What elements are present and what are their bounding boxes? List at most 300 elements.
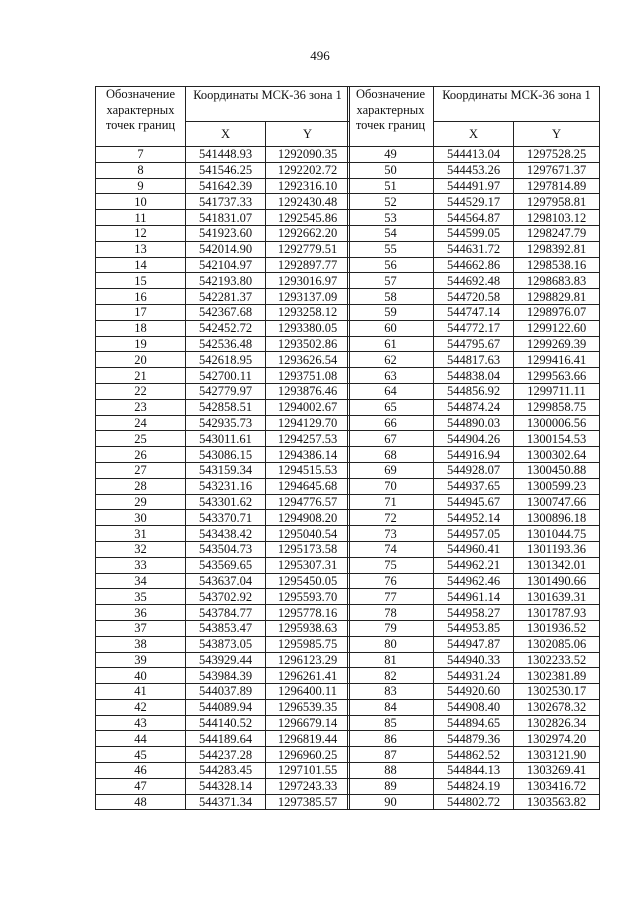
point-number-cell: 64 <box>348 383 434 399</box>
point-number-cell: 77 <box>348 589 434 605</box>
table-row <box>96 684 350 700</box>
point-number-cell: 39 <box>96 652 186 668</box>
point-number-cell: 59 <box>348 304 434 320</box>
y-coordinate-cell: 1303416.72 <box>514 778 600 794</box>
point-number-cell: 16 <box>96 289 186 305</box>
table-row <box>348 541 600 557</box>
table-row <box>348 778 600 794</box>
x-coordinate-cell: 543438.42 <box>186 526 266 542</box>
point-number-cell: 35 <box>96 589 186 605</box>
y-header: Y <box>514 122 600 147</box>
table-row <box>348 605 600 621</box>
y-coordinate-cell: 1298538.16 <box>514 257 600 273</box>
table-row <box>96 715 350 731</box>
x-coordinate-cell: 544916.94 <box>434 447 514 463</box>
y-coordinate-cell: 1295450.05 <box>266 573 350 589</box>
y-coordinate-cell: 1298392.81 <box>514 241 600 257</box>
point-number-cell: 26 <box>96 447 186 463</box>
table-row <box>96 699 350 715</box>
table-row <box>96 447 350 463</box>
x-coordinate-cell: 543702.92 <box>186 589 266 605</box>
point-number-cell: 44 <box>96 731 186 747</box>
y-coordinate-cell: 1298976.07 <box>514 304 600 320</box>
x-coordinate-cell: 544958.27 <box>434 605 514 621</box>
table-row <box>96 557 350 573</box>
point-number-cell: 22 <box>96 383 186 399</box>
y-coordinate-cell: 1295173.58 <box>266 541 350 557</box>
y-coordinate-cell: 1300006.56 <box>514 415 600 431</box>
y-coordinate-cell: 1295985.75 <box>266 636 350 652</box>
y-coordinate-cell: 1299563.66 <box>514 368 600 384</box>
point-number-cell: 50 <box>348 162 434 178</box>
point-number-cell: 62 <box>348 352 434 368</box>
x-coordinate-cell: 544937.65 <box>434 478 514 494</box>
point-number-cell: 18 <box>96 320 186 336</box>
point-number-cell: 43 <box>96 715 186 731</box>
table-row <box>348 731 600 747</box>
y-coordinate-cell: 1297528.25 <box>514 147 600 163</box>
point-number-cell: 46 <box>96 763 186 779</box>
x-coordinate-cell: 543301.62 <box>186 494 266 510</box>
point-number-cell: 85 <box>348 715 434 731</box>
table-row <box>96 336 350 352</box>
x-coordinate-cell: 544874.24 <box>434 399 514 415</box>
y-coordinate-cell: 1293876.46 <box>266 383 350 399</box>
x-coordinate-cell: 543231.16 <box>186 478 266 494</box>
y-coordinate-cell: 1301490.66 <box>514 573 600 589</box>
y-coordinate-cell: 1302233.52 <box>514 652 600 668</box>
point-number-cell: 55 <box>348 241 434 257</box>
table-row <box>348 589 600 605</box>
y-coordinate-cell: 1301193.36 <box>514 541 600 557</box>
y-coordinate-cell: 1299711.11 <box>514 383 600 399</box>
table-row <box>348 178 600 194</box>
point-number-cell: 69 <box>348 462 434 478</box>
point-number-cell: 88 <box>348 763 434 779</box>
point-number-cell: 57 <box>348 273 434 289</box>
x-header: X <box>186 122 266 147</box>
x-coordinate-cell: 544692.48 <box>434 273 514 289</box>
x-coordinate-cell: 544908.40 <box>434 699 514 715</box>
x-coordinate-cell: 543569.65 <box>186 557 266 573</box>
x-coordinate-cell: 544962.21 <box>434 557 514 573</box>
table-row <box>96 368 350 384</box>
point-number-cell: 52 <box>348 194 434 210</box>
y-coordinate-cell: 1296539.35 <box>266 699 350 715</box>
table-row <box>348 668 600 684</box>
y-coordinate-cell: 1293751.08 <box>266 368 350 384</box>
y-coordinate-cell: 1301787.93 <box>514 605 600 621</box>
y-coordinate-cell: 1297101.55 <box>266 763 350 779</box>
point-number-cell: 82 <box>348 668 434 684</box>
point-number-cell: 53 <box>348 210 434 226</box>
x-coordinate-cell: 544890.03 <box>434 415 514 431</box>
point-number-cell: 29 <box>96 494 186 510</box>
point-number-cell: 37 <box>96 620 186 636</box>
table-row <box>348 636 600 652</box>
table-row <box>348 225 600 241</box>
table-row <box>348 526 600 542</box>
x-coordinate-cell: 542452.72 <box>186 320 266 336</box>
x-coordinate-cell: 544720.58 <box>434 289 514 305</box>
y-coordinate-cell: 1293137.09 <box>266 289 350 305</box>
point-number-cell: 58 <box>348 289 434 305</box>
y-coordinate-cell: 1300896.18 <box>514 510 600 526</box>
x-coordinate-cell: 544904.26 <box>434 431 514 447</box>
table-row <box>348 194 600 210</box>
x-coordinate-cell: 544947.87 <box>434 636 514 652</box>
coordinates-header: Координаты МСК-36 зона 1 <box>186 87 350 122</box>
table-row <box>96 668 350 684</box>
x-coordinate-cell: 544960.41 <box>434 541 514 557</box>
y-coordinate-cell: 1299269.39 <box>514 336 600 352</box>
point-number-cell: 74 <box>348 541 434 557</box>
x-coordinate-cell: 544940.33 <box>434 652 514 668</box>
y-coordinate-cell: 1293380.05 <box>266 320 350 336</box>
y-coordinate-cell: 1295593.70 <box>266 589 350 605</box>
point-number-cell: 54 <box>348 225 434 241</box>
table-row <box>96 510 350 526</box>
x-coordinate-cell: 544662.86 <box>434 257 514 273</box>
table-row <box>348 573 600 589</box>
y-coordinate-cell: 1300450.88 <box>514 462 600 478</box>
table-row <box>96 162 350 178</box>
table-row <box>348 431 600 447</box>
x-coordinate-cell: 544491.97 <box>434 178 514 194</box>
y-coordinate-cell: 1294908.20 <box>266 510 350 526</box>
point-number-cell: 49 <box>348 147 434 163</box>
table-row <box>96 210 350 226</box>
x-coordinate-cell: 544856.92 <box>434 383 514 399</box>
table-row <box>96 320 350 336</box>
x-coordinate-cell: 544802.72 <box>434 794 514 810</box>
x-coordinate-cell: 544894.65 <box>434 715 514 731</box>
x-coordinate-cell: 544599.05 <box>434 225 514 241</box>
table-row <box>348 510 600 526</box>
x-coordinate-cell: 544089.94 <box>186 699 266 715</box>
point-number-cell: 66 <box>348 415 434 431</box>
x-coordinate-cell: 543011.61 <box>186 431 266 447</box>
y-coordinate-cell: 1294257.53 <box>266 431 350 447</box>
table-row <box>96 383 350 399</box>
y-coordinate-cell: 1302826.34 <box>514 715 600 731</box>
x-coordinate-cell: 544453.26 <box>434 162 514 178</box>
y-coordinate-cell: 1296400.11 <box>266 684 350 700</box>
point-number-cell: 68 <box>348 447 434 463</box>
x-coordinate-cell: 544962.46 <box>434 573 514 589</box>
point-number-cell: 73 <box>348 526 434 542</box>
y-coordinate-cell: 1293502.86 <box>266 336 350 352</box>
x-coordinate-cell: 543370.71 <box>186 510 266 526</box>
table-row <box>96 431 350 447</box>
y-coordinate-cell: 1293626.54 <box>266 352 350 368</box>
y-coordinate-cell: 1292779.51 <box>266 241 350 257</box>
point-number-cell: 79 <box>348 620 434 636</box>
table-row <box>96 494 350 510</box>
x-coordinate-cell: 542858.51 <box>186 399 266 415</box>
table-row <box>96 225 350 241</box>
y-coordinate-cell: 1302678.32 <box>514 699 600 715</box>
y-coordinate-cell: 1296960.25 <box>266 747 350 763</box>
point-number-cell: 41 <box>96 684 186 700</box>
table-row <box>348 352 600 368</box>
y-coordinate-cell: 1296123.29 <box>266 652 350 668</box>
point-number-cell: 15 <box>96 273 186 289</box>
point-label-header: Обозначение характерных точек границ <box>348 87 434 147</box>
y-coordinate-cell: 1292897.77 <box>266 257 350 273</box>
point-number-cell: 33 <box>96 557 186 573</box>
table-row <box>348 462 600 478</box>
table-row <box>96 589 350 605</box>
point-number-cell: 9 <box>96 178 186 194</box>
y-coordinate-cell: 1302530.17 <box>514 684 600 700</box>
x-coordinate-cell: 544952.14 <box>434 510 514 526</box>
x-coordinate-cell: 544631.72 <box>434 241 514 257</box>
point-number-cell: 72 <box>348 510 434 526</box>
point-number-cell: 76 <box>348 573 434 589</box>
table-row <box>96 731 350 747</box>
point-number-cell: 70 <box>348 478 434 494</box>
y-coordinate-cell: 1295778.16 <box>266 605 350 621</box>
x-coordinate-cell: 544945.67 <box>434 494 514 510</box>
point-number-cell: 7 <box>96 147 186 163</box>
point-number-cell: 13 <box>96 241 186 257</box>
point-number-cell: 61 <box>348 336 434 352</box>
y-coordinate-cell: 1294002.67 <box>266 399 350 415</box>
table-row <box>348 478 600 494</box>
x-coordinate-cell: 544928.07 <box>434 462 514 478</box>
point-number-cell: 12 <box>96 225 186 241</box>
coordinates-header: Координаты МСК-36 зона 1 <box>434 87 600 122</box>
table-row <box>348 652 600 668</box>
x-coordinate-cell: 543784.77 <box>186 605 266 621</box>
table-row <box>96 273 350 289</box>
point-number-cell: 38 <box>96 636 186 652</box>
table-body-right <box>348 147 600 810</box>
point-number-cell: 19 <box>96 336 186 352</box>
x-coordinate-cell: 544931.24 <box>434 668 514 684</box>
table-row <box>96 352 350 368</box>
y-coordinate-cell: 1300302.64 <box>514 447 600 463</box>
point-number-cell: 34 <box>96 573 186 589</box>
table-row <box>96 573 350 589</box>
y-coordinate-cell: 1295040.54 <box>266 526 350 542</box>
x-coordinate-cell: 544838.04 <box>434 368 514 384</box>
point-number-cell: 40 <box>96 668 186 684</box>
table-row <box>96 241 350 257</box>
y-coordinate-cell: 1300747.66 <box>514 494 600 510</box>
y-coordinate-cell: 1293258.12 <box>266 304 350 320</box>
x-coordinate-cell: 543929.44 <box>186 652 266 668</box>
x-coordinate-cell: 542014.90 <box>186 241 266 257</box>
x-coordinate-cell: 542935.73 <box>186 415 266 431</box>
table-row <box>96 526 350 542</box>
point-number-cell: 20 <box>96 352 186 368</box>
point-number-cell: 71 <box>348 494 434 510</box>
point-number-cell: 42 <box>96 699 186 715</box>
table-row <box>96 289 350 305</box>
y-coordinate-cell: 1300154.53 <box>514 431 600 447</box>
coordinates-table-left <box>95 86 350 810</box>
x-coordinate-cell: 544371.34 <box>186 794 266 810</box>
x-coordinate-cell: 541831.07 <box>186 210 266 226</box>
table-row <box>348 241 600 257</box>
table-row <box>348 415 600 431</box>
table-row <box>96 178 350 194</box>
table-row <box>96 652 350 668</box>
point-number-cell: 17 <box>96 304 186 320</box>
table-row <box>96 478 350 494</box>
point-number-cell: 63 <box>348 368 434 384</box>
y-coordinate-cell: 1292202.72 <box>266 162 350 178</box>
y-coordinate-cell: 1299122.60 <box>514 320 600 336</box>
x-coordinate-cell: 544140.52 <box>186 715 266 731</box>
x-coordinate-cell: 544795.67 <box>434 336 514 352</box>
table-row <box>96 605 350 621</box>
x-coordinate-cell: 541448.93 <box>186 147 266 163</box>
table-row <box>96 620 350 636</box>
y-coordinate-cell: 1298103.12 <box>514 210 600 226</box>
table-row <box>348 447 600 463</box>
table-row <box>348 494 600 510</box>
y-coordinate-cell: 1294776.57 <box>266 494 350 510</box>
x-coordinate-cell: 542618.95 <box>186 352 266 368</box>
table-row <box>348 320 600 336</box>
point-number-cell: 90 <box>348 794 434 810</box>
y-coordinate-cell: 1302085.06 <box>514 636 600 652</box>
y-coordinate-cell: 1303563.82 <box>514 794 600 810</box>
y-coordinate-cell: 1303269.41 <box>514 763 600 779</box>
point-number-cell: 30 <box>96 510 186 526</box>
table-row <box>348 162 600 178</box>
x-coordinate-cell: 544817.63 <box>434 352 514 368</box>
table-row <box>96 636 350 652</box>
x-coordinate-cell: 544957.05 <box>434 526 514 542</box>
point-label-header: Обозначение характерных точек границ <box>96 87 186 147</box>
y-coordinate-cell: 1300599.23 <box>514 478 600 494</box>
table-row <box>96 794 350 810</box>
y-coordinate-cell: 1296679.14 <box>266 715 350 731</box>
point-number-cell: 32 <box>96 541 186 557</box>
table-row <box>348 763 600 779</box>
table-row <box>348 289 600 305</box>
table-row <box>348 715 600 731</box>
x-coordinate-cell: 544283.45 <box>186 763 266 779</box>
y-coordinate-cell: 1295938.63 <box>266 620 350 636</box>
table-row <box>96 194 350 210</box>
x-coordinate-cell: 541546.25 <box>186 162 266 178</box>
x-coordinate-cell: 542281.37 <box>186 289 266 305</box>
y-coordinate-cell: 1294645.68 <box>266 478 350 494</box>
x-coordinate-cell: 542193.80 <box>186 273 266 289</box>
y-coordinate-cell: 1296261.41 <box>266 668 350 684</box>
x-coordinate-cell: 544772.17 <box>434 320 514 336</box>
point-number-cell: 86 <box>348 731 434 747</box>
table-row <box>96 462 350 478</box>
x-coordinate-cell: 542104.97 <box>186 257 266 273</box>
point-number-cell: 11 <box>96 210 186 226</box>
x-coordinate-cell: 541737.33 <box>186 194 266 210</box>
table-row <box>348 273 600 289</box>
table-row <box>96 778 350 794</box>
x-coordinate-cell: 542700.11 <box>186 368 266 384</box>
y-coordinate-cell: 1301639.31 <box>514 589 600 605</box>
table-row <box>96 747 350 763</box>
x-coordinate-cell: 544920.60 <box>434 684 514 700</box>
table-row <box>348 304 600 320</box>
y-coordinate-cell: 1296819.44 <box>266 731 350 747</box>
y-coordinate-cell: 1297385.57 <box>266 794 350 810</box>
x-coordinate-cell: 544824.19 <box>434 778 514 794</box>
x-coordinate-cell: 543984.39 <box>186 668 266 684</box>
table-row <box>96 304 350 320</box>
x-coordinate-cell: 541923.60 <box>186 225 266 241</box>
point-number-cell: 83 <box>348 684 434 700</box>
x-coordinate-cell: 544189.64 <box>186 731 266 747</box>
x-coordinate-cell: 543853.47 <box>186 620 266 636</box>
point-number-cell: 27 <box>96 462 186 478</box>
y-header: Y <box>266 122 350 147</box>
point-number-cell: 65 <box>348 399 434 415</box>
table-row <box>96 541 350 557</box>
y-coordinate-cell: 1292545.86 <box>266 210 350 226</box>
y-coordinate-cell: 1302381.89 <box>514 668 600 684</box>
table-row <box>348 794 600 810</box>
point-number-cell: 78 <box>348 605 434 621</box>
x-coordinate-cell: 544564.87 <box>434 210 514 226</box>
table-body-left <box>96 147 350 810</box>
y-coordinate-cell: 1301044.75 <box>514 526 600 542</box>
table-row <box>348 557 600 573</box>
point-number-cell: 47 <box>96 778 186 794</box>
y-coordinate-cell: 1298247.79 <box>514 225 600 241</box>
point-number-cell: 89 <box>348 778 434 794</box>
table-row <box>348 747 600 763</box>
y-coordinate-cell: 1292662.20 <box>266 225 350 241</box>
y-coordinate-cell: 1301936.52 <box>514 620 600 636</box>
point-number-cell: 23 <box>96 399 186 415</box>
point-number-cell: 56 <box>348 257 434 273</box>
y-coordinate-cell: 1294386.14 <box>266 447 350 463</box>
point-number-cell: 10 <box>96 194 186 210</box>
y-coordinate-cell: 1292316.10 <box>266 178 350 194</box>
point-number-cell: 80 <box>348 636 434 652</box>
table-row <box>96 415 350 431</box>
point-number-cell: 45 <box>96 747 186 763</box>
x-coordinate-cell: 544328.14 <box>186 778 266 794</box>
point-number-cell: 36 <box>96 605 186 621</box>
y-coordinate-cell: 1292090.35 <box>266 147 350 163</box>
x-coordinate-cell: 543086.15 <box>186 447 266 463</box>
table-row <box>96 399 350 415</box>
y-coordinate-cell: 1297814.89 <box>514 178 600 194</box>
y-coordinate-cell: 1299858.75 <box>514 399 600 415</box>
table-row <box>96 147 350 163</box>
table-row <box>348 383 600 399</box>
point-number-cell: 51 <box>348 178 434 194</box>
point-number-cell: 48 <box>96 794 186 810</box>
x-coordinate-cell: 544879.36 <box>434 731 514 747</box>
x-coordinate-cell: 543504.73 <box>186 541 266 557</box>
x-coordinate-cell: 542367.68 <box>186 304 266 320</box>
y-coordinate-cell: 1297958.81 <box>514 194 600 210</box>
table-row <box>348 699 600 715</box>
x-coordinate-cell: 544413.04 <box>434 147 514 163</box>
page-number: 496 <box>310 48 330 63</box>
x-coordinate-cell: 544237.28 <box>186 747 266 763</box>
table-row <box>348 257 600 273</box>
y-coordinate-cell: 1293016.97 <box>266 273 350 289</box>
